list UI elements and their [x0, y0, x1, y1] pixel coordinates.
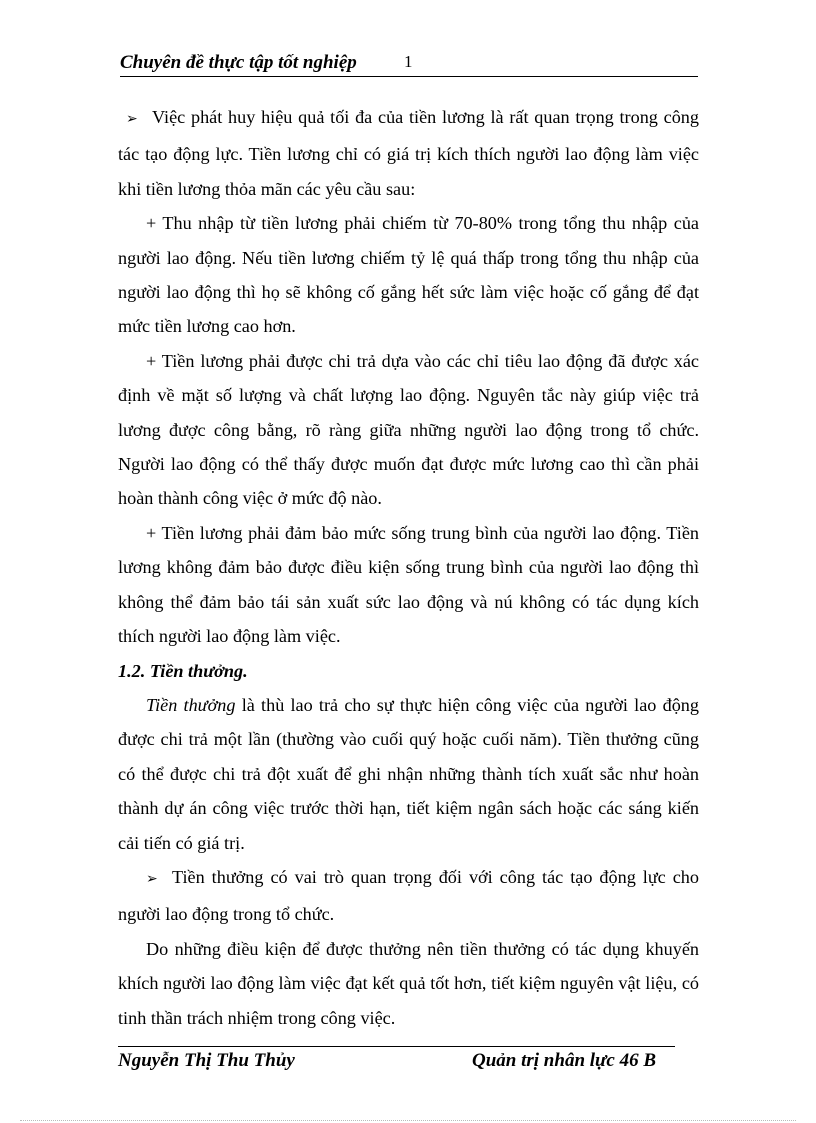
footer-author: Nguyễn Thị Thu Thủy — [118, 1050, 295, 1071]
paragraph-6 — [118, 860, 699, 932]
paragraph-3: + Tiền lương phải được chi trả dựa vào các chỉ tiêu lao động đã được xác định về mặt số lượng và chất lượng lao động. Nguyên tắc này giúp việc trả lương được công bằng, rõ ràng giữa những người lao động trong tổ chức. Người lao động có thể thấy được muốn đạt được mức lương cao thì cần phải hoàn thành công việc ở mức độ nào. — [118, 350, 699, 509]
footer-divider — [118, 1046, 675, 1047]
paragraph-5 — [118, 688, 699, 860]
page-number: 1 — [404, 52, 413, 71]
header-divider — [120, 76, 698, 77]
paragraph-2: + Thu nhập từ tiền lương phải chiếm từ 70-80% trong tổng thu nhập của người lao động. Nếu tiền lương chiếm tỷ lệ quá thấp trong tổng thu nhập của người lao động thì họ sẽ không cố gắng hết sức làm việc hoặc cố gắng để đạt mức tiền lương cao hơn. — [118, 213, 699, 337]
defined-term: Tiền thưởng — [146, 694, 236, 715]
document-body — [118, 100, 699, 1035]
arrow-bullet-icon: ➢ — [146, 871, 158, 887]
page-bottom-border — [20, 1120, 796, 1121]
paragraph-5-text: là thù lao trả cho sự thực hiện công việc của người lao động được chi trả một lần (thường vào cuối quý hoặc cuối năm). Tiền thưởng cũng có thể được chi trả đột xuất để ghi nhận những thành tích xuất sắc như hoàn thành dự án công việc trước thời hạn, tiết kiệm ngân sách hoặc các sáng kiến cải tiến có giá trị. — [118, 694, 699, 853]
page-header — [120, 52, 698, 74]
paragraph-7: Do những điều kiện để được thưởng nên tiền thưởng có tác dụng khuyến khích người lao động làm việc đạt kết quả tốt hơn, tiết kiệm nguyên vật liệu, có tinh thần trách nhiệm trong công việc. — [118, 938, 699, 1028]
footer-class: Quản trị nhân lực 46 B — [472, 1050, 657, 1071]
section-heading: 1.2. Tiền thưởng. — [118, 660, 248, 681]
paragraph-4: + Tiền lương phải đảm bảo mức sống trung bình của người lao động. Tiền lương không đảm bảo được điều kiện sống trung bình của người lao động thì không thể đảm bảo tái sản xuất sức lao động và nú không có tác dụng kích thích người lao động làm việc. — [118, 522, 699, 647]
paragraph-6-text: Tiền thưởng có vai trò quan trọng đối với công tác tạo động lực cho người lao động trong tổ chức. — [118, 866, 699, 925]
document-title: Chuyên đề thực tập tốt nghiệp — [120, 52, 357, 73]
paragraph-1 — [118, 100, 699, 206]
paragraph-1-text: Việc phát huy hiệu quả tối đa của tiền lương là rất quan trọng trong công tác tạo động lực. Tiền lương chỉ có giá trị kích thích người lao động làm việc khi tiền lương thỏa mãn các yêu cầu sau: — [118, 107, 699, 199]
arrow-bullet-icon: ➢ — [126, 112, 138, 127]
